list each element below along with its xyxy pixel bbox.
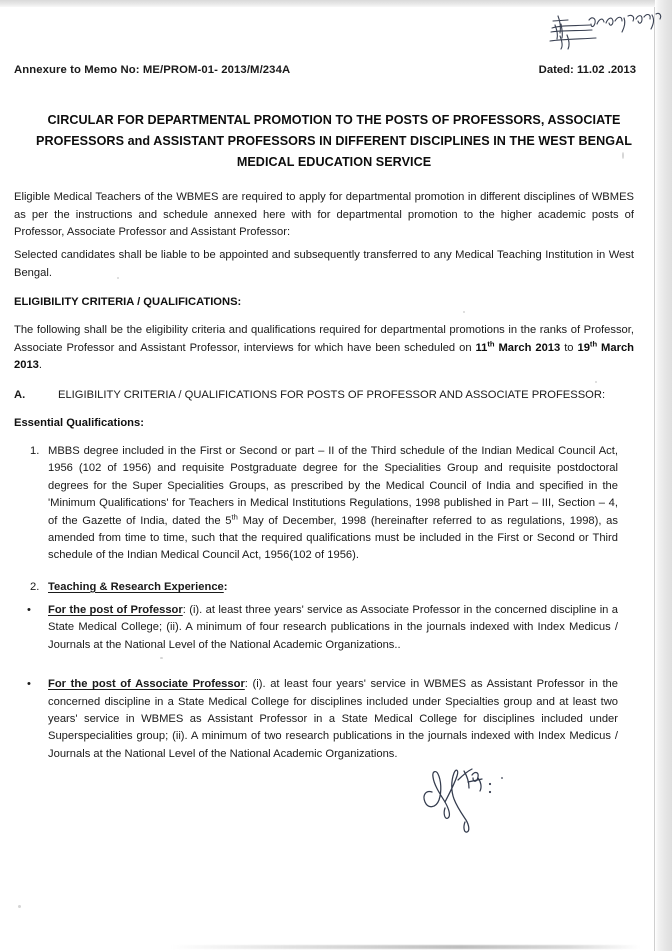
associate-professor-post-text: : (i). at least four years' service in WBMES as Assistant Professor in the concerned discipline in a State Medical College for disciplines included under Specialties group and at least two years' service in WBMES as Assistant Professor in a State Medical College for disciplines included under Superspecialities group; (ii). A minimum of two research publications in the journals indexed with Index Medicus / Journals at the National Level of the National Academic Organizations. xyxy=(48,678,619,760)
intro-paragraph-1: Eligible Medical Teachers of the WBMES are required to apply for departmental promotion in different disciplines of WBMES as per the instructions and schedule annexed here with for departmental promotion to the higher academic posts of Professor, Associate Professor and Assistant Professor: xyxy=(14,191,634,238)
list-item xyxy=(0,602,640,654)
section-a-title: ELIGIBILITY CRITERIA / QUALIFICATIONS FOR POSTS OF PROFESSOR AND ASSOCIATE PROFESSOR: xyxy=(58,389,606,401)
list-item xyxy=(0,676,640,763)
associate-professor-post-label: For the post of Associate Professor xyxy=(48,678,245,691)
handwritten-initials-and-date xyxy=(548,8,666,60)
list-marker: 1. xyxy=(30,445,40,457)
date-2-month-year: March 2013 xyxy=(14,341,635,371)
section-a-letter: A. xyxy=(14,389,26,401)
bullet-glyph-icon: • xyxy=(27,678,31,691)
scan-top-edge xyxy=(0,0,672,7)
page-title: CIRCULAR FOR DEPARTMENTAL PROMOTION TO THE POSTS OF PROFESSORS, ASSOCIATE PROFESSORS and ASSISTANT PROFESSORS IN DIFFERENT DISCIPLINES IN THE WEST BENGAL MEDICAL EDUCATION SERVICE xyxy=(36,113,632,169)
handwritten-signature xyxy=(418,758,538,844)
scan-speck xyxy=(18,905,21,908)
memo-date-line: Dated: 11.02 .2013 xyxy=(538,64,636,76)
scan-right-edge xyxy=(655,0,672,951)
intro-paragraph-2: Selected candidates shall be liable to be appointed and subsequently transferred to any Medical Teaching Institution in West Bengal. xyxy=(14,249,634,279)
interview-schedule-paragraph xyxy=(14,322,634,375)
schedule-date-1 xyxy=(475,338,561,354)
item-1-text-part-1: MBBS degree included in the First or Second or part – II of the Third schedule of the Indian Medical Council Act, 1956 (102 of 1956) and requisite Postgraduate degree for the Specialities Group and requisite postdoctoral degrees for the Super Specialities Groups, as prescribed by the Medical Council of India and specified in the 'Minimum Qualifications' for Teachers in Medical Institutions Regulations, 1998 published in Part – III, Section – 4, of the Gazette of India, dated the 5 xyxy=(48,445,618,527)
scan-right-border-line xyxy=(654,7,655,951)
list-item xyxy=(0,443,640,565)
date-2-number: 19 xyxy=(577,341,590,354)
date-1-number: 11 xyxy=(475,341,488,354)
eligibility-criteria-heading: ELIGIBILITY CRITERIA / QUALIFICATIONS: xyxy=(14,296,242,308)
bullet-glyph-icon: • xyxy=(27,604,31,616)
essential-qualifications-heading: Essential Qualifications: xyxy=(14,417,144,429)
memo-number-line: Annexure to Memo No: ME/PROM-01- 2013/M/234A xyxy=(14,64,291,76)
scan-speck xyxy=(595,381,597,383)
list-item xyxy=(0,579,640,596)
item-1-text-part-2: May of December, 1998 (hereinafter referred to as regulations, 1998), as amended from time to time, such that the required qualifications must be included in the First or Second or Third schedule of the Indian Medical Council Act, 1956(102 of 1956). xyxy=(48,514,619,562)
qualification-list xyxy=(0,443,640,610)
schedule-text-lead: The following shall be the eligibility criteria and qualifications required for departmental promotions in the ranks of Professor, Associate Professor and Assistant Professor, interviews for which have been scheduled on xyxy=(14,324,634,354)
professor-post-label: For the post of Professor xyxy=(48,604,183,616)
item-2-heading: Teaching & Research Experience xyxy=(48,580,224,593)
date-1-month-year: March 2013 xyxy=(494,341,561,354)
post-criteria-list xyxy=(0,602,640,785)
scan-bottom-artifact xyxy=(170,945,640,949)
schedule-text-end: . xyxy=(38,359,42,371)
date-1-ordinal: th xyxy=(487,338,495,348)
item-1-ordinal: th xyxy=(231,511,238,521)
professor-post-text: : (i). at least three years' service as Associate Professor in the concerned discipline in a State Medical College; (ii). A minimum of four research publications in the journals indexed with Index Medicus / Journals at the National Level of the National Academic Organizations.. xyxy=(48,604,618,651)
section-a xyxy=(14,389,634,401)
list-marker: 2. xyxy=(30,580,40,593)
date-2-ordinal: th xyxy=(589,338,598,348)
scan-speck xyxy=(463,311,465,313)
item-2-colon: : xyxy=(223,580,228,593)
schedule-connector: to xyxy=(560,341,578,354)
